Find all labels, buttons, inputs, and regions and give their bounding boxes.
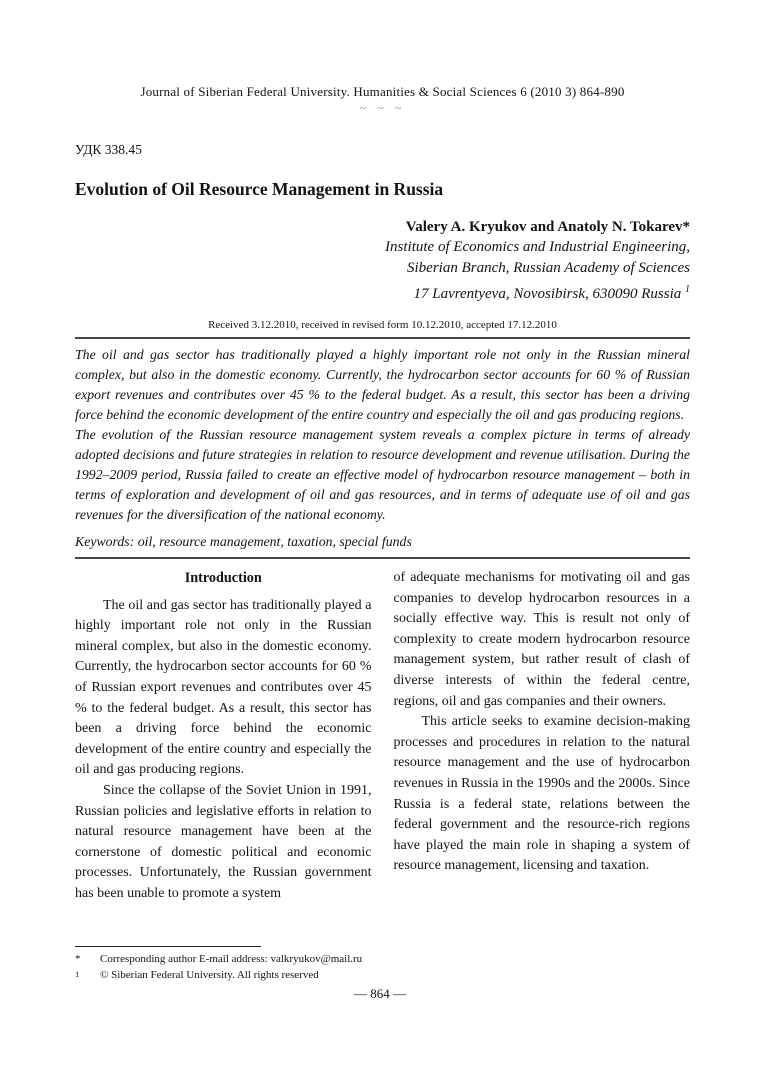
- footnote-text-email: Corresponding author E-mail address: valkryukov@mail.ru: [100, 953, 363, 965]
- udk-number: УДК 338.45: [75, 142, 142, 157]
- body-paragraph-left-2: Since the collapse of the Soviet Union in 1991, Russian policies and legislative efforts in relation to natural resource management have been at the cornerstone of domestic political and economic processes. Unfortunately, the Russian government has been unable to promote a system: [75, 782, 372, 901]
- journal-header: Journal of Siberian Federal University. Humanities & Social Sciences 6 (2010 3) 864-890: [140, 84, 625, 99]
- paper-title: Evolution of Oil Resource Management in Russia: [75, 179, 444, 199]
- affiliation-line-2: Siberian Branch, Russian Academy of Sciences: [407, 260, 690, 276]
- body-column-left: [75, 568, 372, 905]
- body-columns: [75, 568, 690, 905]
- body-paragraph-right-2: This article seeks to examine decision-making processes and procedures in relation to the natural resource management and the use of hydrocarbon revenues in Russia in the 1990s and the 2000s. Since Russia is a federal state, relations between the federal government and the resource-rich regions have played the main role in shaping a system of resource management, licensing and taxation.: [393, 714, 690, 874]
- affiliation-line-1: Institute of Economics and Industrial Engineering,: [385, 239, 690, 255]
- section-heading-introduction: Introduction: [184, 570, 262, 586]
- footnote-marker-asterisk: *: [75, 953, 81, 965]
- footnote-rule: [75, 946, 261, 947]
- body-paragraph-right-1: of adequate mechanisms for motivating oil and gas companies to develop hydrocarbon resources in a socially effective way. This is result not only of complexity to create modern hydrocarbon resource management system, but rather result of clash of diverse interests of within the federal centre, regions, oil and gas companies and their owners.: [393, 570, 690, 709]
- divider-rule-bottom: [75, 557, 690, 559]
- affiliation-line-3: [75, 279, 690, 305]
- divider-rule-top: [75, 337, 690, 339]
- abstract-section: [75, 345, 690, 525]
- affiliation-line-3-text: 17 Lavrentyeva, Novosibirsk, 630090 Russia: [413, 286, 682, 302]
- footnote-block: [75, 946, 690, 983]
- footnote-row-copyright: [75, 968, 690, 984]
- affiliation-footnote-mark: 1: [685, 284, 690, 295]
- abstract-paragraph-2: The evolution of the Russian resource management system reveals a complex picture in terms of already adopted decisions and future strategies in relation to resource development and revenue utilisation. During the 1992–2009 period, Russia failed to create an effective model of hydrocarbon resource management – both in terms of exploration and development of oil and gas resources, and in terms of adequate use of oil and gas revenues for the diversification of the national economy.: [75, 427, 690, 522]
- received-line: Received 3.12.2010, received in revised form 10.12.2010, accepted 17.12.2010: [208, 319, 557, 331]
- footnote-marker-one: 1: [75, 968, 80, 979]
- authors-line: Valery A. Kryukov and Anatoly N. Tokarev*: [405, 219, 690, 235]
- body-column-right: [394, 568, 691, 905]
- page-number: — 864 —: [354, 986, 406, 1001]
- keywords-line: Keywords: oil, resource management, taxation, special funds: [75, 534, 412, 549]
- footnote-row-corresponding-author: [75, 952, 690, 968]
- header-ornament: ~ ~ ~: [359, 101, 406, 115]
- abstract-paragraph-1: The oil and gas sector has traditionally played a highly important role not only in the Russian mineral complex, but also in the domestic economy. Currently, the hydrocarbon sector accounts for 60 % of Russian export revenues and contributes over 45 % to the federal budget. As a result, this sector has been a driving force behind the economic development of the entire country and especially the oil and gas producing regions.: [75, 347, 690, 422]
- body-paragraph-left-1: The oil and gas sector has traditionally played a highly important role not only in the Russian mineral complex, but also in the domestic economy. Currently, the hydrocarbon sector accounts for 60 % of Russian export revenues and contributes over 45 % to the federal budget. As a result, this sector has been a driving force behind the economic development of the entire country and especially the oil and gas producing regions.: [75, 597, 372, 778]
- authors-block: [75, 217, 690, 305]
- footnote-text-copyright: © Siberian Federal University. All rights reserved: [100, 968, 319, 981]
